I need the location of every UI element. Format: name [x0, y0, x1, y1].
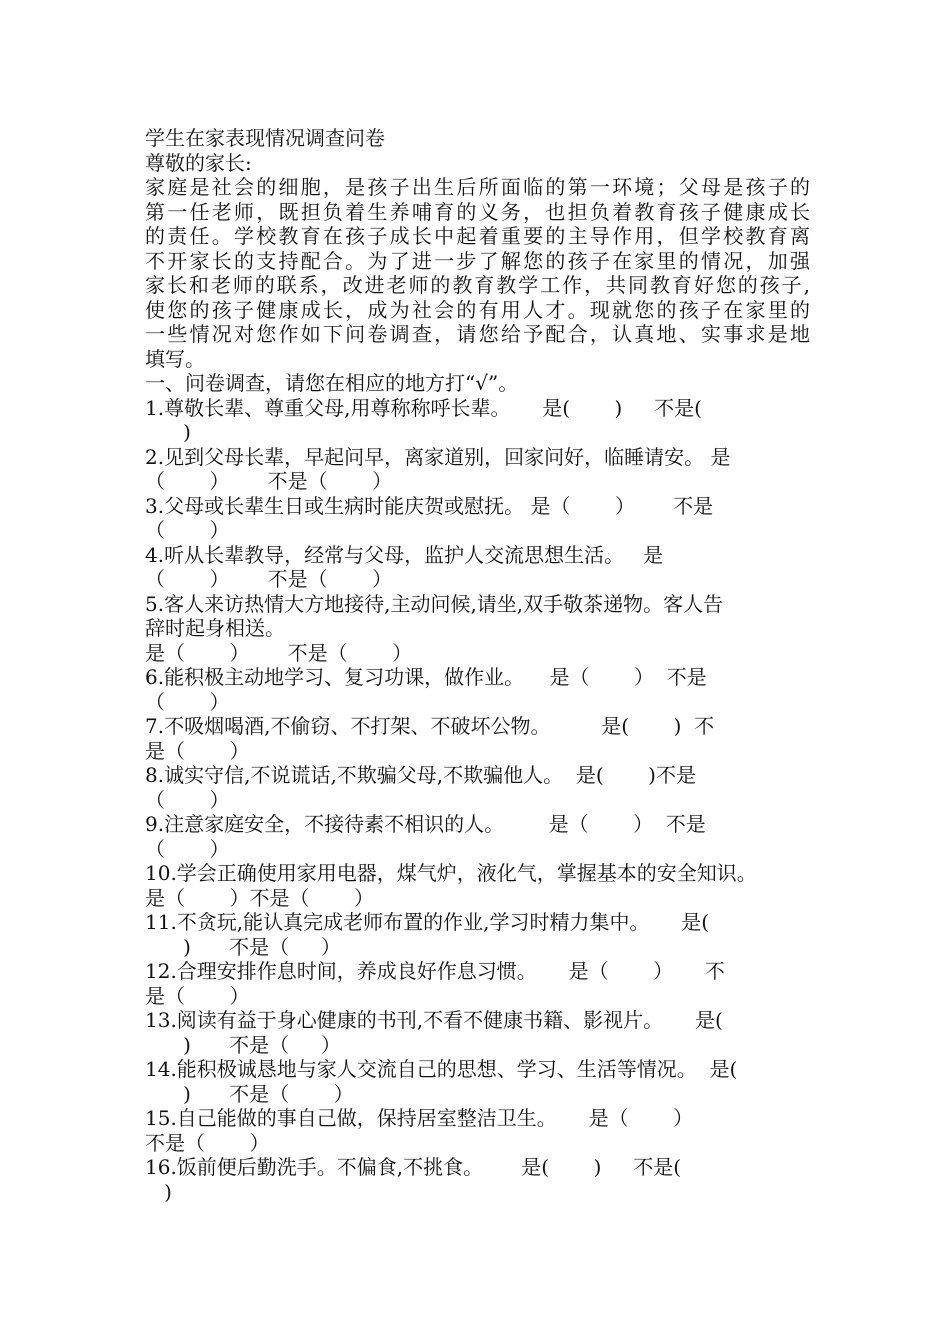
- question-line: 4.听从长辈教导，经常与父母，监护人交流思想生活。 是: [145, 542, 664, 567]
- question-line: 10.学会正确使用家用电器，煤气炉，液化气，掌握基本的安全知识。: [145, 861, 757, 885]
- question-line: 1.尊敬长辈、尊重父母,用尊称称呼长辈。 是( ) 不是(: [145, 395, 702, 420]
- question-line: 是（ ）: [145, 738, 250, 763]
- question-item: [145, 1057, 810, 1106]
- question-item: [145, 665, 810, 714]
- question-item: [145, 1106, 810, 1155]
- intro-line: 不开家长的支持配合。为了进一步了解您的孩子在家里的情况，加强: [145, 248, 810, 273]
- intro-line: 填写。: [145, 346, 205, 371]
- question-item: [145, 543, 810, 592]
- intro-line: 家长和老师的联系，改进老师的教育教学工作，共同教育好您的孩子,: [145, 273, 810, 297]
- salutation: 尊敬的家长:: [145, 150, 252, 175]
- question-line: ) 不是（ ）: [145, 1081, 354, 1106]
- question-line: ) 不是（ ）: [145, 1032, 341, 1057]
- question-line: 11.不贪玩,能认真完成老师布置的作业,学习时精力集中。 是(: [145, 910, 710, 934]
- question-line: ): [145, 1179, 172, 1204]
- question-item: [145, 910, 810, 959]
- intro-line: 第一任老师，既担负着生养哺育的义务，也担负着教育孩子健康成长: [145, 199, 810, 224]
- question-item: [145, 1008, 810, 1057]
- question-line: 15.自己能做的事自己做，保持居室整洁卫生。 是（ ）: [145, 1106, 694, 1130]
- question-line: 6.能积极主动地学习、复习功课，做作业。 是（ ） 不是: [145, 665, 707, 689]
- question-line: 12.合理安排作息时间，养成良好作息习惯。 是（ ） 不: [145, 959, 725, 983]
- intro-paragraph: [145, 175, 810, 371]
- intro-line: 使您的孩子健康成长，成为社会的有用人才。现就您的孩子在家里的: [145, 297, 810, 322]
- question-line: 7.不吸烟喝酒,不偷窃、不打架、不破坏公物。 是( ) 不: [145, 714, 715, 738]
- question-item: [145, 714, 810, 763]
- intro-line: 一些情况对您作如下问卷调查，请您给予配合，认真地、实事求是地: [145, 322, 810, 346]
- question-line: 2.见到父母长辈，早起问早，离家道别，回家问好，临睡请安。 是: [145, 444, 731, 469]
- question-item: [145, 812, 810, 861]
- question-list: [145, 396, 810, 1205]
- intro-line: 家庭是社会的细胞，是孩子出生后所面临的第一环境；父母是孩子的: [145, 175, 810, 199]
- question-line: （ ）: [145, 689, 230, 714]
- question-line: 9.注意家庭安全，不接待素不相识的人。 是（ ） 不是: [145, 812, 706, 836]
- question-line: 5.客人来访热情大方地接待,主动问候,请坐,双手敬茶递物。客人告: [145, 591, 724, 616]
- questionnaire-page: [145, 126, 810, 1204]
- question-line: （ ）: [145, 518, 230, 542]
- question-line: 8.诚实守信,不说谎话,不欺骗父母,不欺骗他人。 是( )不是: [145, 763, 696, 787]
- question-line: （ ） 不是（ ）: [145, 567, 393, 591]
- question-line: 是（ ） 不是（ ）: [145, 640, 413, 665]
- question-line: 16.饭前便后勤洗手。不偏食,不挑食。 是( ) 不是(: [145, 1155, 682, 1179]
- question-item: [145, 396, 810, 445]
- question-item: [145, 959, 810, 1008]
- section-heading: 一、问卷调查，请您在相应的地方打“√”。: [145, 371, 519, 395]
- question-line: 不是（ ）: [145, 1130, 270, 1155]
- question-item: [145, 592, 810, 666]
- question-line: 13.阅读有益于身心健康的书刊,不看不健康书籍、影视片。 是(: [145, 1008, 723, 1032]
- question-line: ) 不是（ ）: [145, 934, 341, 959]
- question-item: [145, 861, 810, 910]
- question-line: （ ） 不是（ ）: [145, 469, 393, 493]
- question-item: [145, 494, 810, 543]
- document-title: 学生在家表现情况调查问卷: [145, 126, 385, 150]
- question-line: ): [145, 420, 191, 444]
- question-line: 辞时起身相送。: [145, 616, 285, 640]
- question-item: [145, 763, 810, 812]
- question-line: （ ）: [145, 787, 230, 812]
- question-line: （ ）: [145, 836, 230, 861]
- question-line: 3.父母或长辈生日或生病时能庆贺或慰抚。 是（ ） 不是: [145, 493, 714, 518]
- question-line: 14.能积极诚恳地与家人交流自己的思想、学习、生活等情况。 是(: [145, 1057, 738, 1081]
- question-line: 是（ ）: [145, 983, 250, 1008]
- intro-line: 的责任。学校教育在孩子成长中起着重要的主导作用，但学校教育离: [145, 224, 810, 248]
- question-item: [145, 445, 810, 494]
- question-line: 是（ ）不是（ ）: [145, 885, 375, 910]
- question-item: [145, 1155, 810, 1204]
